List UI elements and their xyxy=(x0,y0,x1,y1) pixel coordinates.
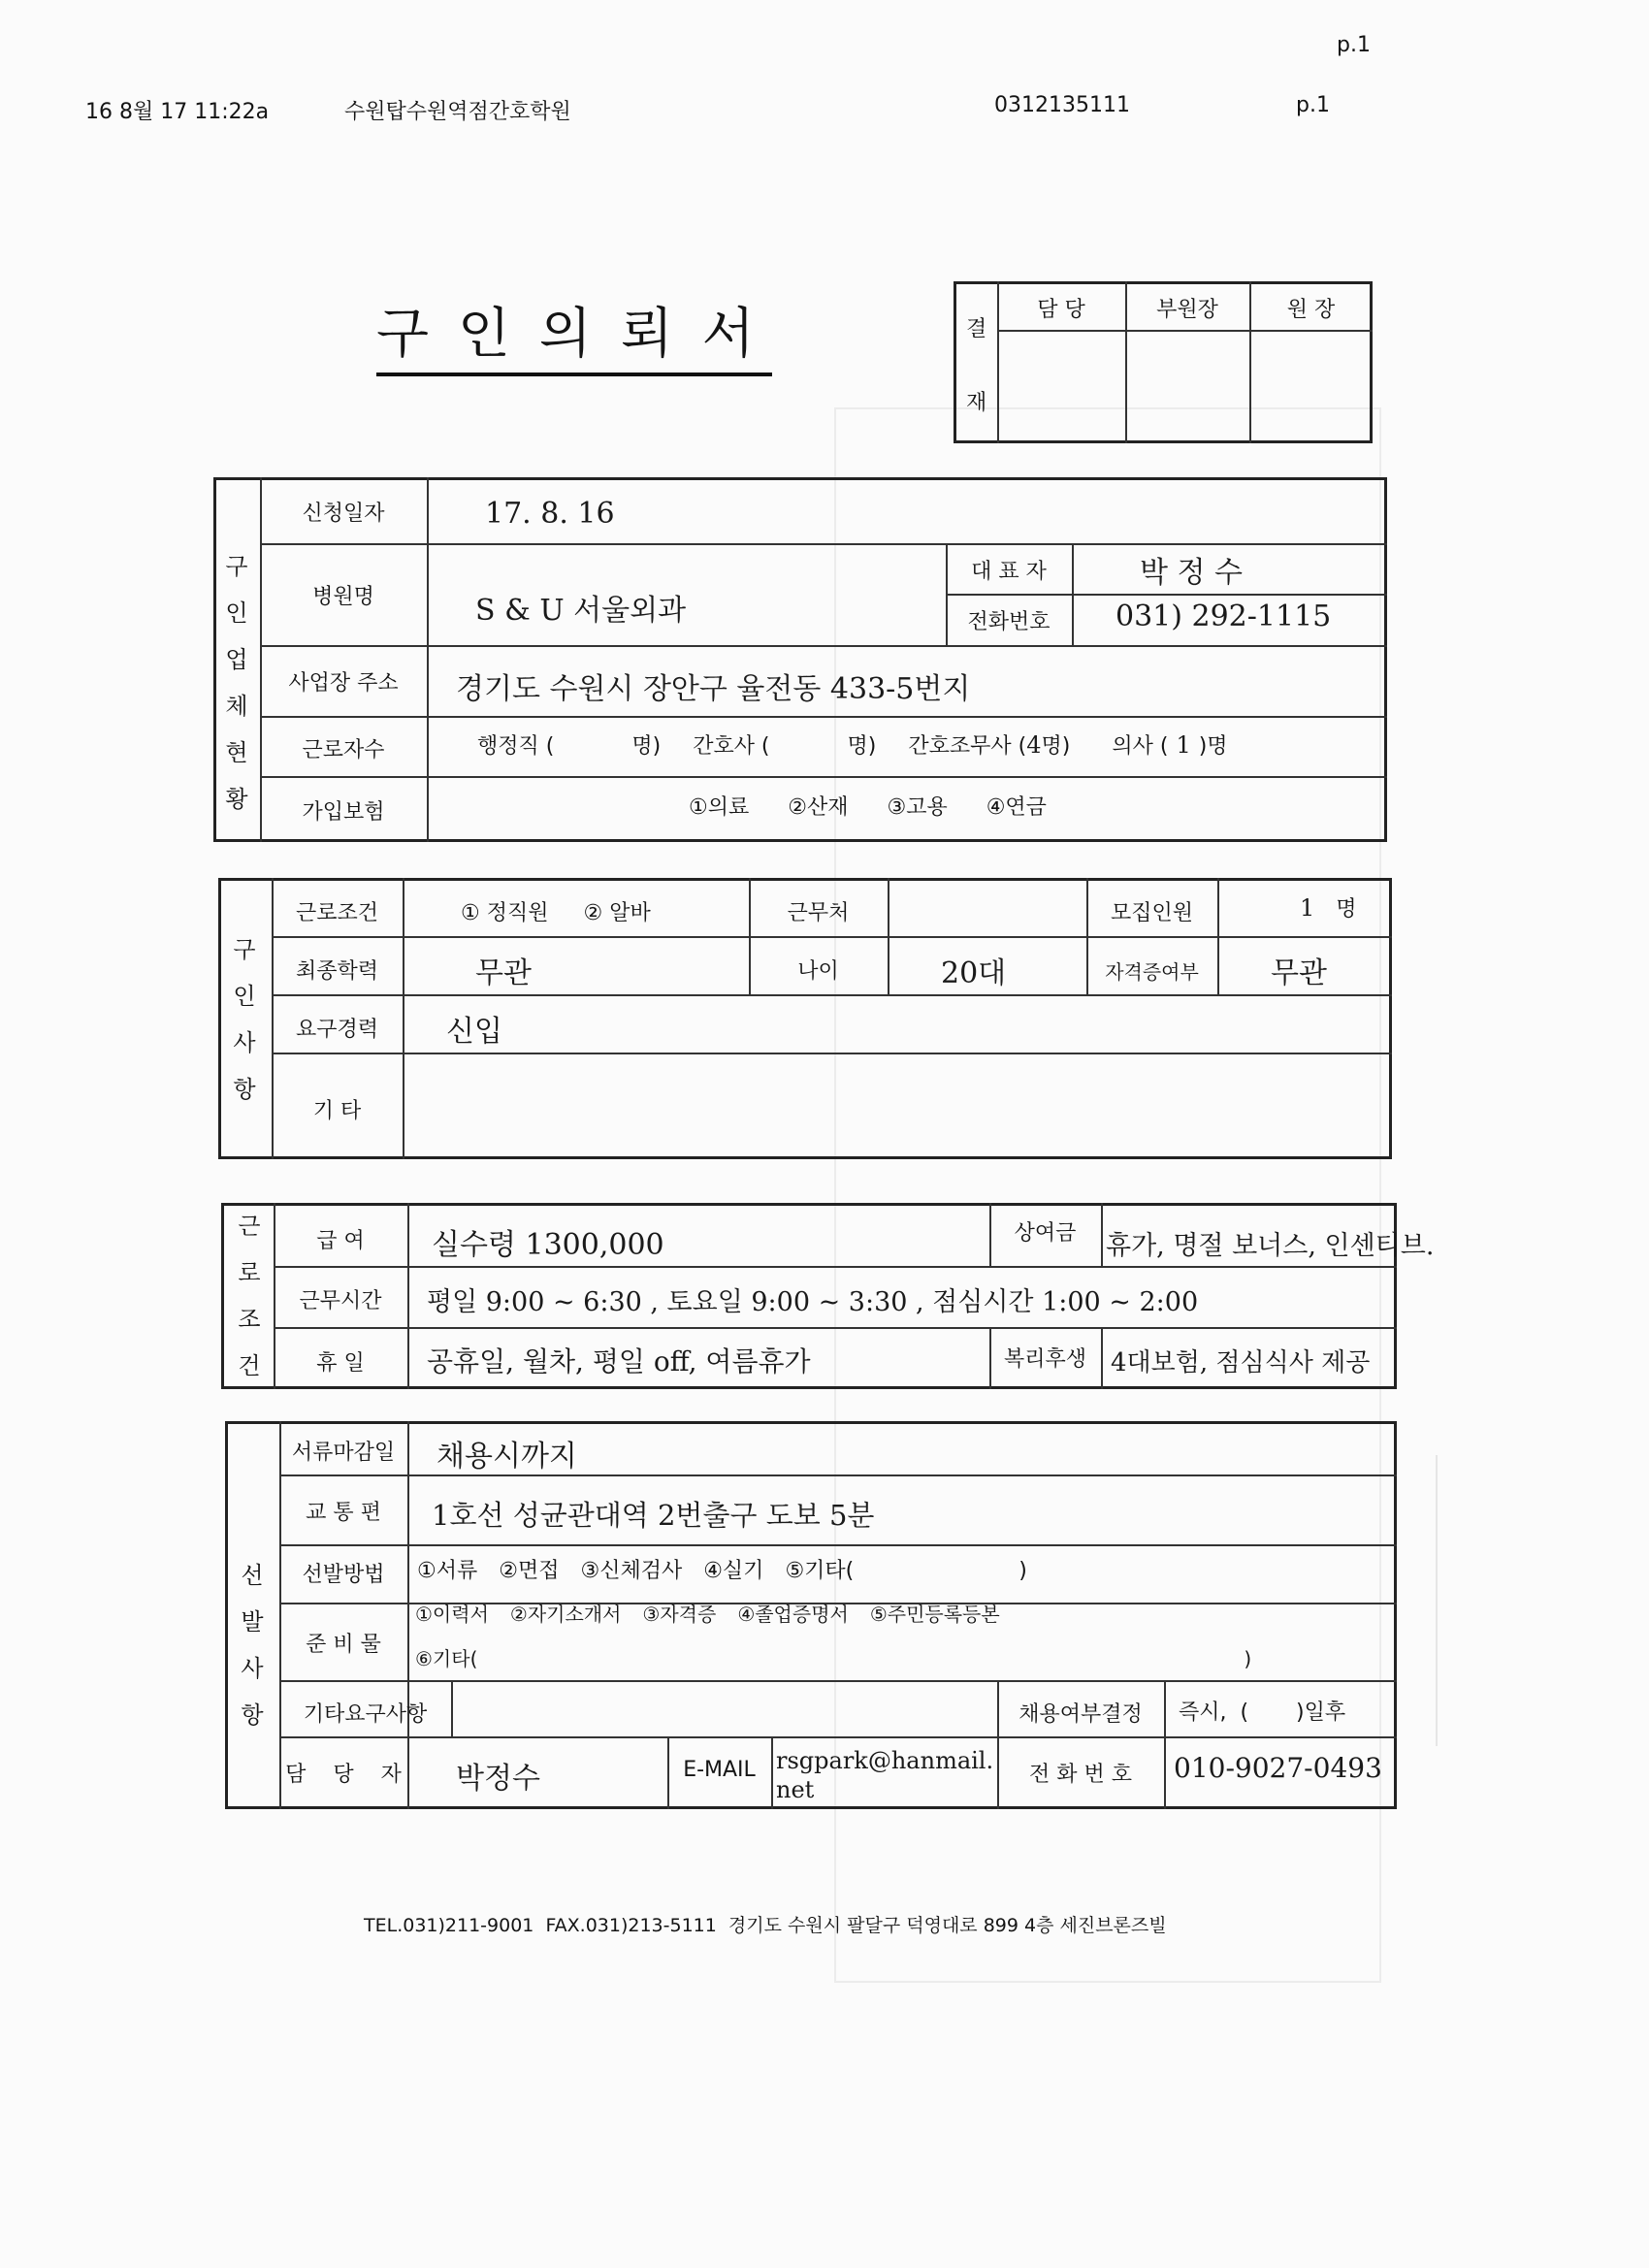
requirements-section-label: 구 인 사 항 xyxy=(233,936,256,1103)
education-label: 최종학력 xyxy=(295,959,378,984)
other-req-label: 기타요구사항 xyxy=(303,1702,428,1727)
welfare-value: 4대보험, 점심식사 제공 xyxy=(1111,1348,1371,1377)
welfare-label: 복리후생 xyxy=(1003,1347,1086,1372)
hospital-value: S & U 서울외과 xyxy=(475,594,687,628)
condition-options: ① 정직원 ② 알바 xyxy=(461,901,651,925)
recruit-value: 1 명 xyxy=(1300,894,1357,922)
recruit-label: 모집인원 xyxy=(1110,901,1193,925)
career-label: 요구경력 xyxy=(295,1018,378,1042)
insurance-label: 가입보험 xyxy=(302,800,385,825)
etc-label: 기 타 xyxy=(312,1099,362,1123)
conditions-section-label: 근 로 조 건 xyxy=(238,1213,261,1379)
transport-value: 1호선 성균관대역 2번출구 도보 5분 xyxy=(432,1499,875,1532)
hospital-label: 병원명 xyxy=(312,585,374,609)
contact-phone-label: 전 화 번 호 xyxy=(1029,1763,1132,1787)
address-label: 사업장 주소 xyxy=(288,671,399,696)
approval-col-director: 원 장 xyxy=(1286,298,1336,322)
education-value: 무관 xyxy=(475,956,532,990)
hours-label: 근무시간 xyxy=(299,1289,382,1313)
approval-col-vice: 부원장 xyxy=(1156,298,1218,322)
bleed-through-mark xyxy=(1436,1455,1476,1746)
docs-other: ⑥기타( ) xyxy=(415,1647,1252,1670)
hours-value: 평일 9:00 ~ 6:30 , 토요일 9:00 ~ 3:30 , 점심시간 1:00 ~ 2:00 xyxy=(427,1287,1199,1317)
rep-value: 박 정 수 xyxy=(1140,556,1244,590)
age-label: 나이 xyxy=(797,959,839,984)
contact-phone-value: 010-9027-0493 xyxy=(1174,1752,1382,1784)
age-value: 20대 xyxy=(941,956,1007,990)
page-title: 구 인 의 뢰 서 xyxy=(376,291,772,376)
deadline-value: 채용시까지 xyxy=(436,1440,577,1474)
contact-value: 박정수 xyxy=(456,1762,540,1796)
approval-side-label: 결 xyxy=(966,317,987,341)
license-label: 자격증여부 xyxy=(1105,960,1199,984)
contact-label: 담 당 자 xyxy=(285,1763,402,1787)
date-label: 신청일자 xyxy=(302,502,385,526)
email-label: E-MAIL xyxy=(683,1758,756,1782)
docs-label: 준 비 물 xyxy=(306,1633,381,1657)
email-value: rsgpark@hanmail.net xyxy=(776,1747,994,1803)
employer-phone-value: 031) 292-1115 xyxy=(1116,599,1332,633)
selection-section-label: 선 발 사 항 xyxy=(241,1562,264,1729)
holiday-value: 공휴일, 월차, 평일 off, 여름휴가 xyxy=(427,1345,811,1377)
decision-label: 채용여부결정 xyxy=(1018,1702,1143,1727)
workplace-label: 근무처 xyxy=(787,901,850,925)
fax-sender: 수원탑수원역점간호학원 xyxy=(344,100,571,124)
footer-contact: TEL.031)211-9001 FAX.031)213-5111 경기도 수원시 팔달구 덕영대로 899 4층 세진브론즈빌 xyxy=(364,1915,1167,1936)
license-value: 무관 xyxy=(1271,956,1327,990)
transport-label: 교 통 편 xyxy=(306,1501,381,1525)
address-value: 경기도 수원시 장안구 율전동 433-5번지 xyxy=(456,672,971,706)
bonus-label: 상여금 xyxy=(1014,1221,1077,1246)
salary-value: 실수령 1300,000 xyxy=(432,1228,664,1262)
rep-label: 대 표 자 xyxy=(971,560,1047,584)
insurance-options: ①의료 ②산재 ③고용 ④연금 xyxy=(689,795,1047,820)
method-label: 선발방법 xyxy=(302,1563,385,1587)
workers-label: 근로자수 xyxy=(302,738,385,762)
method-options: ①서류 ②면접 ③신체검사 ④실기 ⑤기타( ) xyxy=(417,1559,1027,1583)
deadline-label: 서류마감일 xyxy=(291,1441,396,1465)
employer-section xyxy=(213,477,1387,842)
condition-label: 근로조건 xyxy=(295,901,378,925)
docs-options: ①이력서 ②자기소개서 ③자격증 ④졸업증명서 ⑤주민등록등본 xyxy=(415,1603,1000,1626)
workers-row: 행정직 ( 명) 간호사 ( 명) 간호조무사 (4명) 의사 ( 1 )명 xyxy=(477,731,1228,759)
date-value: 17. 8. 16 xyxy=(485,497,615,531)
approval-side-label: 재 xyxy=(966,391,987,415)
fax-number: 0312135111 xyxy=(994,93,1130,117)
employer-section-label: 구 인 업 체 현 황 xyxy=(225,553,248,813)
decision-value: 즉시, ( )일후 xyxy=(1179,1701,1346,1725)
fax-page: p.1 xyxy=(1296,93,1330,117)
holiday-label: 휴 일 xyxy=(316,1351,365,1376)
salary-label: 급 여 xyxy=(316,1229,365,1253)
employer-phone-label: 전화번호 xyxy=(967,610,1051,634)
career-value: 신입 xyxy=(446,1015,502,1049)
bonus-value: 휴가, 명절 보너스, 인센티브. xyxy=(1106,1231,1435,1261)
fax-datetime: 16 8월 17 11:22a xyxy=(85,100,270,124)
approval-col-staff: 담 당 xyxy=(1037,298,1085,322)
fax-page-top: p.1 xyxy=(1337,33,1371,57)
